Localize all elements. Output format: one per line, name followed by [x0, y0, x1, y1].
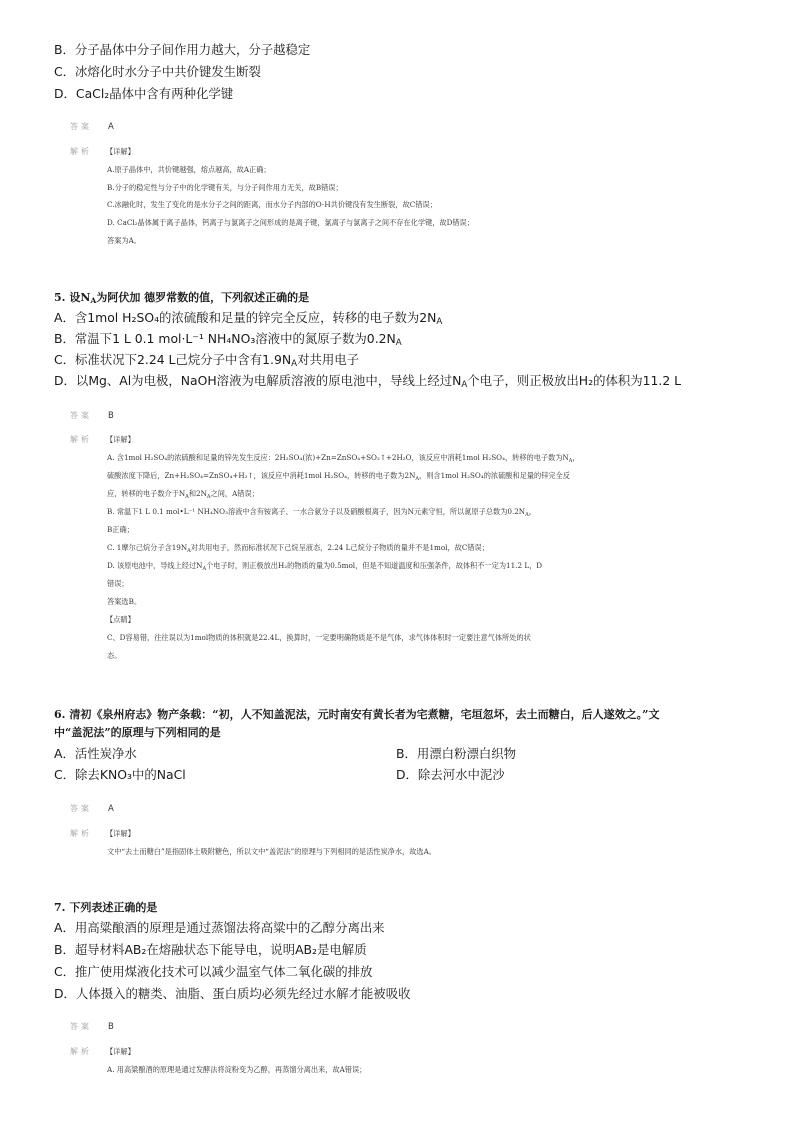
- q4-explain-line: 答案为A。: [107, 236, 141, 245]
- q6-answer-value: A: [108, 804, 114, 814]
- q5-explain-label: 解析: [70, 435, 92, 444]
- q7-answer-value: B: [108, 1022, 114, 1032]
- q5-answer-value: B: [108, 411, 114, 421]
- q7-option-c: C．推广使用煤液化技术可以减少温室气体二氧化碳的排放: [54, 964, 373, 979]
- q5-explain-line: B正确；: [107, 525, 134, 534]
- q5-explain-head: 【详解】: [106, 435, 135, 444]
- q6-answer-label: 答案: [70, 804, 92, 813]
- q4-answer-value: A: [108, 122, 114, 132]
- q5-option-c: C．标准状况下2.24 L己烷分子中含有$1.9N_A$对共用电子: [54, 352, 360, 369]
- q5-note-line: C、D容易错，往往误以为1mol物质的体积就是22.4L，换算时，一定要明确物质是不是气体，求气体体积时一定要注意气体所处的状: [107, 633, 531, 642]
- q7-option-a: A．用高粱酿酒的原理是通过蒸馏法将高粱中的乙醇分离出来: [54, 920, 385, 935]
- q5-explain-line: C. 1摩尔己烷分子含$19N_A$对共用电子，然而标准状况下己烷呈液态，2.24 L己烷分子物质的量并不是1mol，故C错误；: [107, 543, 489, 554]
- q4-option-c: C．冰熔化时水分子中共价键发生断裂: [54, 64, 261, 79]
- q6-explain-head: 【详解】: [106, 829, 135, 838]
- q4-explain-line: D. CaCl₂晶体属于离子晶体，钙离子与氯离子之间形成的是离子键，氯离子与氯离子之间不存在化学键，故D错误；: [107, 218, 474, 227]
- q5-explain-line: 答案选B。: [107, 597, 142, 606]
- q4-explain-head: 【详解】: [106, 147, 135, 156]
- q6-explain-label: 解析: [70, 829, 92, 838]
- q6-explain-line: 文中“去土而糖白”是指固体土吸附糖色，所以文中“盖泥法”的原理与下列相同的是活性炭净水，故选A。: [107, 847, 436, 856]
- q5-explain-line: 硫酸浓度下降后，Zn+H₂SO₄=ZnSO₄+H₂↑，该反应中消耗1mol H₂SO₄，转移的电子数为$2N_A$，则含1mol H₂SO₄的浓硫酸和足量的锌完全反: [107, 471, 570, 482]
- q5-answer-label: 答案: [70, 411, 92, 420]
- q5-explain-line: 应，转移的电子数介于$N_A$和$2N_A$之间，A错误；: [107, 489, 259, 500]
- q7-explain-head: 【详解】: [106, 1047, 135, 1056]
- q4-explain-line: C.冰融化时，发生了变化的是水分子之间的距离，而水分子内部的O-H共价键没有发生断裂，故C错误；: [107, 200, 437, 209]
- q5-explain-line: B. 常温下1 L 0.1 mol•L⁻¹ NH₄NO₃溶液中含有铵离子、一水合氨分子以及硝酸根离子，因为N元素守恒，所以氮原子总数为$0.2N_A$，: [107, 507, 536, 518]
- q5-option-d: D．以Mg、Al为电极，NaOH溶液为电解质溶液的原电池中，导线上经过$N_A$个电子，则正极放出H₂的体积为11.2 L: [54, 373, 682, 390]
- q5-explain-line: 错误；: [107, 579, 129, 588]
- q7-stem: 7. 下列表述正确的是: [54, 901, 158, 914]
- q7-option-b: B．超导材料AB₂在熔融状态下能导电，说明AB₂是电解质: [54, 942, 367, 957]
- q4-explain-label: 解析: [70, 147, 92, 156]
- q6-option-b: B．用漂白粉漂白织物: [396, 746, 517, 761]
- q7-answer-label: 答案: [70, 1022, 92, 1031]
- q6-option-c: C．除去KNO₃中的NaCl: [54, 767, 186, 782]
- q7-explain-label: 解析: [70, 1047, 92, 1056]
- q6-stem-line2: 中“盖泥法”的原理与下列相同的是: [54, 726, 221, 739]
- q5-note-line: 态。: [107, 651, 122, 660]
- q4-explain-line: B.分子的稳定性与分子中的化学键有关，与分子间作用力无关，故B错误；: [107, 183, 343, 192]
- q4-option-b: B．分子晶体中分子间作用力越大，分子越稳定: [54, 42, 311, 57]
- q4-option-d: D．CaCl₂晶体中含有两种化学键: [54, 86, 234, 101]
- q5-stem: 5. 设$N_A$为阿伏加 德罗常数的值，下列叙述正确的是: [54, 291, 310, 305]
- q6-option-a: A．活性炭净水: [54, 746, 137, 761]
- q5-note-head: 【点睛】: [106, 615, 135, 624]
- q7-explain-line: A. 用高粱酿酒的原理是通过发酵法将淀粉变为乙醇，再蒸馏分离出来，故A错误；: [107, 1065, 367, 1074]
- q5-option-a: A．含1mol H₂SO₄的浓硫酸和足量的锌完全反应，转移的电子数为$2N_A$: [54, 310, 443, 327]
- q6-option-d: D．除去河水中泥沙: [396, 767, 505, 782]
- q4-answer-label: 答案: [70, 122, 92, 131]
- q5-explain-line: A. 含1mol H₂SO₄的浓硫酸和足量的锌先发生反应：2H₂SO₄(浓)+Zn=ZnSO₄+SO₂↑+2H₂O，该反应中消耗1mol H₂SO₄，转移的电子数为$N_A$，: [107, 453, 580, 464]
- q7-option-d: D．人体摄入的糖类、油脂、蛋白质均必须先经过水解才能被吸收: [54, 986, 411, 1001]
- q5-option-b: B．常温下1 L 0.1 mol·L⁻¹ NH₄NO₃溶液中的氮原子数为$0.2N_A$: [54, 331, 402, 348]
- q6-stem-line1: 6. 清初《泉州府志》物产条载：“初，人不知盖泥法，元时南安有黄长者为宅煮糖，宅垣忽坏，去土而糖白，后人遂效之。”文: [54, 708, 660, 721]
- q5-explain-line: D. 该原电池中，导线上经过$N_A$个电子时，则正极放出H₂的物质的量为0.5mol，但是不知道温度和压强条件，故体积不一定为11.2 L，D: [107, 561, 543, 572]
- q4-explain-line: A.原子晶体中，共价键越强，熔点越高，故A正确；: [107, 165, 271, 174]
